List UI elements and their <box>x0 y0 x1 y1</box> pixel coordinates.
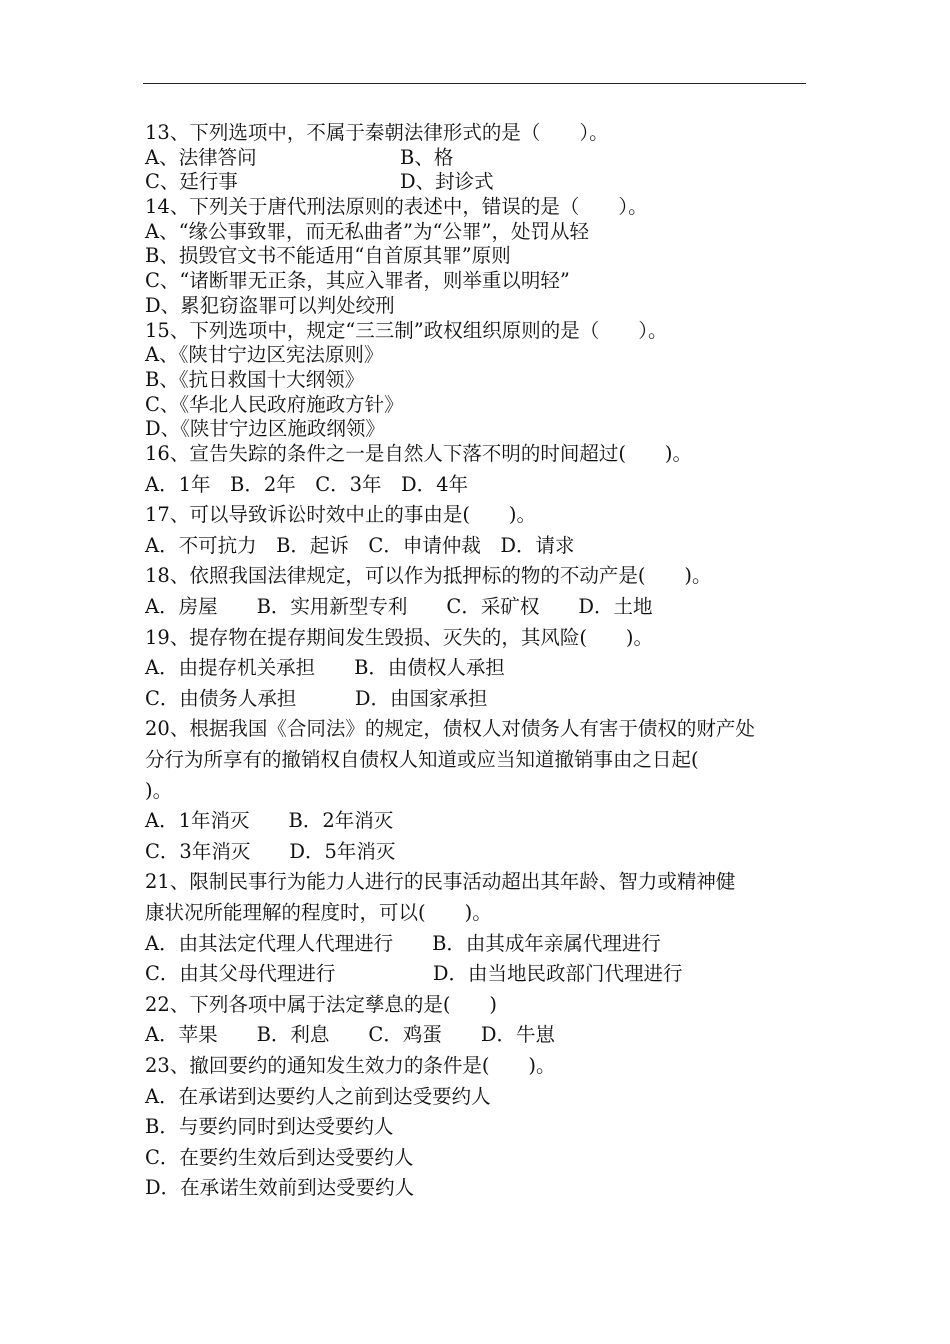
text-line: A．在承诺到达要约人之前到达受要约人 <box>145 1084 491 1108</box>
option-c: C、廷行事 <box>145 170 238 194</box>
section-tight <box>145 121 810 467</box>
question-16: 16、宣告失踪的条件之一是自然人下落不明的时间超过( )。 <box>145 441 693 465</box>
options-row <box>145 146 810 171</box>
text-line: 18、依照我国法律规定，可以作为抵押标的物的不动产是( )。 <box>145 564 712 588</box>
section-loose <box>145 470 810 1204</box>
text-line: A．由提存机关承担 B．由债权人承担 <box>145 656 505 680</box>
option-line: B、损毁官文书不能适用“自首原其罪”原则 <box>145 244 511 268</box>
exam-page <box>145 121 810 1204</box>
text-line: C．3年消灭 D．5年消灭 <box>145 839 396 863</box>
option-a: A、法律答问 <box>145 145 257 169</box>
option-line: D、累犯窃盗罪可以判处绞刑 <box>145 293 395 317</box>
option-line: A、《陕甘宁边区宪法原则》 <box>145 343 384 367</box>
text-line: A．房屋 B．实用新型专利 C．采矿权 D．土地 <box>145 595 653 618</box>
text-line: C．由其父母代理进行 D．由当地民政部门代理进行 <box>145 962 683 986</box>
text-line: 康状况所能理解的程度时，可以( )。 <box>145 900 492 924</box>
options-row <box>145 170 810 195</box>
option-line: C、《华北人民政府施政方针》 <box>145 392 404 416</box>
text-line: 19、提存物在提存期间发生毁损、灭失的，其风险( )。 <box>145 625 654 649</box>
question-15: 15、下列选项中，规定“三三制”政权组织原则的是（ ）。 <box>145 318 668 342</box>
text-line: A．1年 B．2年 C．3年 D．4年 <box>145 472 469 496</box>
option-d: D、封诊式 <box>400 170 494 194</box>
text-line: D．在承诺生效前到达受要约人 <box>145 1176 415 1200</box>
option-line: A、“缘公事致罪，而无私曲者”为“公罪”，处罚从轻 <box>145 219 589 243</box>
text-line: A．1年消灭 B．2年消灭 <box>145 809 394 833</box>
text-line: 17、可以导致诉讼时效中止的事由是( )。 <box>145 503 537 527</box>
text-line: 22、下列各项中属于法定孳息的是( ) <box>145 992 498 1016</box>
text-line: A．由其法定代理人代理进行 B．由其成年亲属代理进行 <box>145 931 661 955</box>
header-rule <box>143 83 806 84</box>
text-line: 21、限制民事行为能力人进行的民事活动超出其年龄、智力或精神健 <box>145 870 736 894</box>
question-13: 13、下列选项中，不属于秦朝法律形式的是（ ）。 <box>145 121 609 144</box>
text-line: 23、撤回要约的通知发生效力的条件是( )。 <box>145 1053 556 1077</box>
question-14: 14、下列关于唐代刑法原则的表述中，错误的是（ ）。 <box>145 195 648 219</box>
option-line: D、《陕甘宁边区施政纲领》 <box>145 417 385 441</box>
text-line: 分行为所享有的撤销权自债权人知道或应当知道撤销事由之日起( <box>145 747 699 771</box>
text-line: B．与要约同时到达受要约人 <box>145 1115 394 1139</box>
text-line: 20、根据我国《合同法》的规定，债权人对债务人有害于债权的财产处 <box>145 717 755 741</box>
option-b: B、格 <box>400 145 454 169</box>
option-line: C、“诸断罪无正条，其应入罪者，则举重以明轻” <box>145 269 570 293</box>
text-line: C．在要约生效后到达受要约人 <box>145 1145 414 1169</box>
text-line: A．不可抗力 B．起诉 C．申请仲裁 D．请求 <box>145 533 575 557</box>
text-line: A．苹果 B．利息 C．鸡蛋 D．牛崽 <box>145 1023 555 1047</box>
text-line: )。 <box>145 778 173 802</box>
text-line: C．由债务人承担 D．由国家承担 <box>145 686 488 710</box>
option-line: B、《抗日救国十大纲领》 <box>145 367 365 391</box>
